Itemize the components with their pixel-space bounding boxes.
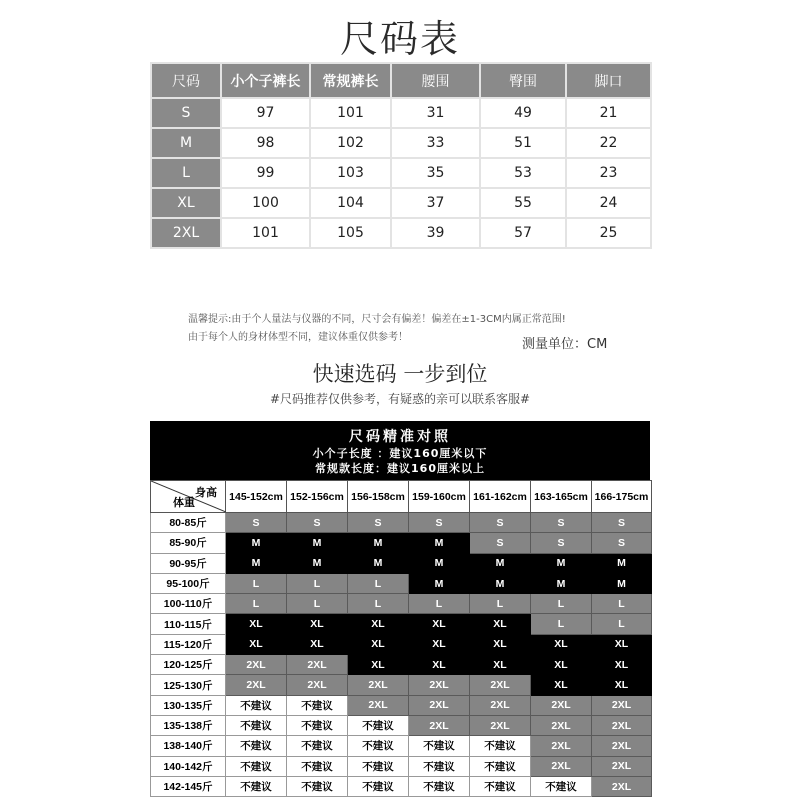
weight-row: [151, 736, 652, 756]
weight-row: [151, 594, 652, 614]
recommended-size-cell: XL: [287, 634, 348, 654]
height-col-2: 156-158cm: [348, 481, 409, 513]
weight-range-label: 142-145斤: [151, 776, 226, 796]
recommended-size-cell: 2XL: [348, 675, 409, 695]
recommended-size-cell: L: [592, 614, 652, 634]
recommended-size-cell: 2XL: [226, 655, 287, 675]
cell-size: M: [151, 128, 221, 158]
recommended-size-cell: 不建议: [287, 715, 348, 735]
recommended-size-cell: L: [287, 594, 348, 614]
cell-hem: 21: [566, 98, 651, 128]
recommendation-petite-note: 小个子长度 ：建议160厘米以下: [312, 447, 488, 460]
size-table-row: [151, 218, 651, 248]
size-table: [150, 62, 652, 249]
weight-row: [151, 513, 652, 533]
recommended-size-cell: XL: [470, 634, 531, 654]
recommended-size-cell: L: [226, 573, 287, 593]
header-size: 尺码: [151, 63, 221, 98]
cell-waist: 31: [391, 98, 480, 128]
recommended-size-cell: M: [348, 553, 409, 573]
recommended-size-cell: S: [592, 513, 652, 533]
weight-range-label: 100-110斤: [151, 594, 226, 614]
cell-petite-length: 98: [221, 128, 310, 158]
recommendation-regular-note: 常规款长度：建议160厘米以上: [315, 462, 485, 475]
weight-range-label: 125-130斤: [151, 675, 226, 695]
recommended-size-cell: XL: [470, 614, 531, 634]
weight-range-label: 120-125斤: [151, 655, 226, 675]
recommended-size-cell: 不建议: [226, 756, 287, 776]
recommended-size-cell: M: [409, 533, 470, 553]
weight-row: [151, 655, 652, 675]
corner-weight-label: 体重: [173, 497, 195, 509]
weight-row: [151, 634, 652, 654]
recommended-size-cell: XL: [348, 655, 409, 675]
weight-range-label: 90-95斤: [151, 553, 226, 573]
cell-regular-length: 102: [310, 128, 391, 158]
recommended-size-cell: S: [226, 513, 287, 533]
weight-range-label: 85-90斤: [151, 533, 226, 553]
weight-range-label: 80-85斤: [151, 513, 226, 533]
recommended-size-cell: L: [409, 594, 470, 614]
cell-size: S: [151, 98, 221, 128]
height-header-row: [151, 481, 652, 513]
weight-row: [151, 756, 652, 776]
cell-petite-length: 100: [221, 188, 310, 218]
weight-row: [151, 614, 652, 634]
recommended-size-cell: XL: [409, 634, 470, 654]
recommended-size-cell: 2XL: [409, 695, 470, 715]
recommended-size-cell: 2XL: [287, 655, 348, 675]
height-col-1: 152-156cm: [287, 481, 348, 513]
recommended-size-cell: 不建议: [470, 756, 531, 776]
recommended-size-cell: 不建议: [470, 776, 531, 796]
recommended-size-cell: M: [409, 573, 470, 593]
recommended-size-cell: XL: [531, 675, 592, 695]
recommended-size-cell: M: [348, 533, 409, 553]
recommended-size-cell: L: [592, 594, 652, 614]
weight-row: [151, 675, 652, 695]
recommended-size-cell: 2XL: [531, 756, 592, 776]
recommended-size-cell: 不建议: [409, 756, 470, 776]
recommended-size-cell: M: [287, 533, 348, 553]
recommended-size-cell: L: [348, 594, 409, 614]
size-table-row: [151, 98, 651, 128]
cell-hip: 53: [480, 158, 566, 188]
recommended-size-cell: 2XL: [470, 695, 531, 715]
height-col-0: 145-152cm: [226, 481, 287, 513]
note-measurement-tolerance: 温馨提示:由于个人量法与仪器的不同，尺寸会有偏差！偏差在±1-3CM内属正常范围!: [188, 314, 566, 325]
height-col-3: 159-160cm: [409, 481, 470, 513]
recommended-size-cell: L: [348, 573, 409, 593]
recommended-size-cell: XL: [348, 614, 409, 634]
recommended-size-cell: 不建议: [409, 776, 470, 796]
recommended-size-cell: 不建议: [348, 715, 409, 735]
recommended-size-cell: M: [226, 533, 287, 553]
weight-range-label: 115-120斤: [151, 634, 226, 654]
recommended-size-cell: 不建议: [531, 776, 592, 796]
recommended-size-cell: 2XL: [470, 715, 531, 735]
recommended-size-cell: 2XL: [409, 715, 470, 735]
weight-row: [151, 715, 652, 735]
recommended-size-cell: 2XL: [287, 675, 348, 695]
recommended-size-cell: 不建议: [287, 736, 348, 756]
recommended-size-cell: XL: [409, 614, 470, 634]
size-table-row: [151, 128, 651, 158]
recommended-size-cell: 2XL: [592, 715, 652, 735]
recommended-size-cell: 不建议: [287, 756, 348, 776]
recommended-size-cell: XL: [226, 614, 287, 634]
weight-row: [151, 695, 652, 715]
cell-waist: 37: [391, 188, 480, 218]
weight-row: [151, 553, 652, 573]
cell-petite-length: 99: [221, 158, 310, 188]
recommended-size-cell: 不建议: [226, 776, 287, 796]
height-col-4: 161-162cm: [470, 481, 531, 513]
recommended-size-cell: XL: [348, 634, 409, 654]
recommended-size-cell: S: [592, 533, 652, 553]
recommended-size-cell: 2XL: [592, 756, 652, 776]
recommended-size-cell: 不建议: [287, 695, 348, 715]
header-petite-length: 小个子裤长: [221, 63, 310, 98]
cell-hem: 22: [566, 128, 651, 158]
cell-regular-length: 101: [310, 98, 391, 128]
cell-hem: 23: [566, 158, 651, 188]
size-recommendation-table: [150, 480, 652, 797]
recommended-size-cell: 2XL: [531, 715, 592, 735]
recommended-size-cell: XL: [409, 655, 470, 675]
recommended-size-cell: M: [226, 553, 287, 573]
recommended-size-cell: S: [470, 513, 531, 533]
recommended-size-cell: M: [470, 573, 531, 593]
recommendation-title: 尺码精准对照: [349, 429, 451, 445]
recommended-size-cell: 不建议: [226, 715, 287, 735]
weight-range-label: 110-115斤: [151, 614, 226, 634]
cell-regular-length: 105: [310, 218, 391, 248]
quick-pick-title: 快速选码 一步到位: [312, 362, 488, 386]
recommended-size-cell: 2XL: [592, 695, 652, 715]
recommended-size-cell: L: [531, 614, 592, 634]
recommended-size-cell: XL: [592, 655, 652, 675]
size-table-header-row: [151, 63, 651, 98]
recommended-size-cell: M: [531, 573, 592, 593]
recommended-size-cell: S: [531, 533, 592, 553]
weight-row: [151, 573, 652, 593]
measurement-unit: 测量单位：CM: [522, 337, 608, 352]
recommended-size-cell: 2XL: [592, 776, 652, 796]
recommended-size-cell: XL: [470, 655, 531, 675]
cell-hem: 24: [566, 188, 651, 218]
header-hip: 臀围: [480, 63, 566, 98]
recommended-size-cell: S: [470, 533, 531, 553]
recommended-size-cell: S: [348, 513, 409, 533]
weight-row: [151, 776, 652, 796]
recommended-size-cell: 不建议: [226, 695, 287, 715]
recommendation-header: [150, 421, 650, 480]
recommended-size-cell: M: [287, 553, 348, 573]
recommended-size-cell: XL: [287, 614, 348, 634]
quick-pick-tagline: #尺码推荐仅供参考，有疑惑的亲可以联系客服#: [269, 392, 531, 406]
recommended-size-cell: 2XL: [470, 675, 531, 695]
recommended-size-cell: XL: [226, 634, 287, 654]
cell-petite-length: 101: [221, 218, 310, 248]
page-title: 尺码表: [339, 17, 460, 61]
recommended-size-cell: M: [592, 553, 652, 573]
recommended-size-cell: L: [531, 594, 592, 614]
recommended-size-cell: 2XL: [226, 675, 287, 695]
recommended-size-cell: XL: [531, 655, 592, 675]
recommended-size-cell: L: [470, 594, 531, 614]
recommended-size-cell: S: [531, 513, 592, 533]
cell-regular-length: 104: [310, 188, 391, 218]
weight-range-label: 138-140斤: [151, 736, 226, 756]
cell-petite-length: 97: [221, 98, 310, 128]
recommended-size-cell: L: [226, 594, 287, 614]
header-hem: 脚口: [566, 63, 651, 98]
size-table-row: [151, 158, 651, 188]
recommended-size-cell: 不建议: [287, 776, 348, 796]
recommended-size-cell: 2XL: [592, 736, 652, 756]
recommended-size-cell: L: [287, 573, 348, 593]
recommended-size-cell: 2XL: [409, 675, 470, 695]
corner-header: [151, 481, 226, 513]
recommended-size-cell: 不建议: [470, 736, 531, 756]
recommended-size-cell: S: [287, 513, 348, 533]
recommended-size-cell: S: [409, 513, 470, 533]
weight-row: [151, 533, 652, 553]
size-table-row: [151, 188, 651, 218]
weight-range-label: 130-135斤: [151, 695, 226, 715]
cell-waist: 33: [391, 128, 480, 158]
header-regular-length: 常规裤长: [310, 63, 391, 98]
recommended-size-cell: 不建议: [348, 736, 409, 756]
corner-height-label: 身高: [195, 487, 217, 499]
cell-size: XL: [151, 188, 221, 218]
cell-hem: 25: [566, 218, 651, 248]
cell-hip: 49: [480, 98, 566, 128]
recommended-size-cell: 2XL: [531, 736, 592, 756]
recommended-size-cell: M: [531, 553, 592, 573]
recommended-size-cell: 不建议: [409, 736, 470, 756]
cell-hip: 57: [480, 218, 566, 248]
weight-range-label: 135-138斤: [151, 715, 226, 735]
cell-waist: 39: [391, 218, 480, 248]
recommended-size-cell: 不建议: [226, 736, 287, 756]
recommended-size-cell: M: [409, 553, 470, 573]
recommended-size-cell: XL: [531, 634, 592, 654]
cell-waist: 35: [391, 158, 480, 188]
recommended-size-cell: 2XL: [348, 695, 409, 715]
cell-hip: 55: [480, 188, 566, 218]
cell-regular-length: 103: [310, 158, 391, 188]
recommended-size-cell: XL: [592, 634, 652, 654]
cell-hip: 51: [480, 128, 566, 158]
recommended-size-cell: 不建议: [348, 776, 409, 796]
weight-range-label: 140-142斤: [151, 756, 226, 776]
cell-size: L: [151, 158, 221, 188]
recommended-size-cell: XL: [592, 675, 652, 695]
cell-size: 2XL: [151, 218, 221, 248]
recommended-size-cell: 2XL: [531, 695, 592, 715]
height-col-5: 163-165cm: [531, 481, 592, 513]
recommended-size-cell: M: [470, 553, 531, 573]
note-weight-reference: 由于每个人的身材体型不同，建议体重仅供参考！: [188, 332, 408, 343]
weight-range-label: 95-100斤: [151, 573, 226, 593]
header-waist: 腰围: [391, 63, 480, 98]
height-col-6: 166-175cm: [592, 481, 652, 513]
recommended-size-cell: 不建议: [348, 756, 409, 776]
recommended-size-cell: M: [592, 573, 652, 593]
